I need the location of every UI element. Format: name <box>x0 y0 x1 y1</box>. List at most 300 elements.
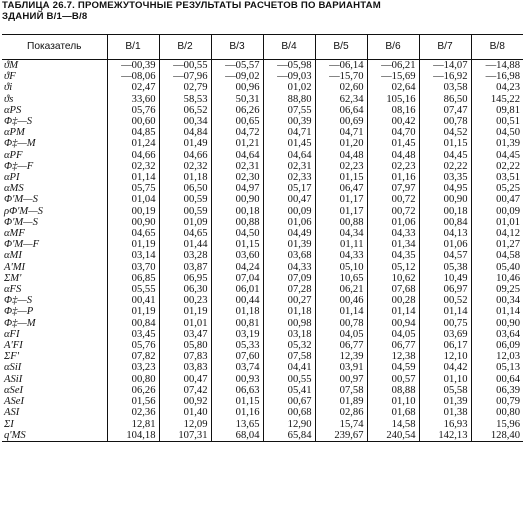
cell-value: 04,59 <box>367 362 419 373</box>
cell-value: 02,60 <box>315 82 367 93</box>
cell-value: 01,06 <box>263 217 315 228</box>
cell-value: 06,26 <box>107 385 159 396</box>
cell-value: 00,88 <box>315 217 367 228</box>
cell-value: 00,75 <box>419 318 471 329</box>
cell-value: 01,16 <box>211 407 263 418</box>
cell-value: 10,46 <box>496 272 520 284</box>
cell-value: 01,19 <box>107 306 159 317</box>
cell-value: 02,23 <box>367 161 419 172</box>
cell-value: 09,81 <box>496 104 520 116</box>
cell-value: 15,74 <box>315 419 367 430</box>
table-row <box>2 329 523 340</box>
cell-value: 04,70 <box>367 127 419 138</box>
cell-value: 00,09 <box>496 205 520 217</box>
caption-subtitle: ЗДАНИЙ В/1—В/8 <box>2 10 88 22</box>
cell-value: 01,01 <box>159 318 211 329</box>
cell-value: 03,45 <box>107 329 159 340</box>
cell-value: 00,60 <box>107 116 159 127</box>
cell-value: 02,64 <box>367 82 419 93</box>
cell-value: 03,18 <box>263 329 315 340</box>
header-variant: В/5 <box>315 35 367 60</box>
row-label: q'MS <box>2 430 107 442</box>
cell-value: 06,64 <box>315 105 367 116</box>
cell-value: 00,52 <box>419 295 471 306</box>
cell-value: 00,84 <box>107 318 159 329</box>
cell-value: 07,47 <box>419 105 471 116</box>
cell-value: —00,39 <box>107 60 159 72</box>
cell-value: 00,67 <box>263 396 315 407</box>
table-row <box>2 419 523 430</box>
cell-value: 01,06 <box>367 217 419 228</box>
cell-value: 02,22 <box>496 160 520 172</box>
cell-value: 03,69 <box>419 329 471 340</box>
cell-value: 04,49 <box>263 228 315 239</box>
table-row <box>2 295 523 306</box>
table-row <box>2 127 523 138</box>
cell-value: 04,13 <box>419 228 471 239</box>
cell-value: 03,51 <box>496 172 520 184</box>
cell-value: 07,68 <box>367 284 419 295</box>
cell-value: 06,39 <box>496 384 520 396</box>
cell-value: 12,10 <box>419 351 471 362</box>
cell-value: 03,58 <box>419 82 471 93</box>
cell-value: 00,92 <box>159 396 211 407</box>
cell-value: 02,36 <box>107 407 159 418</box>
cell-value: 04,50 <box>496 127 520 139</box>
table-row <box>2 82 523 93</box>
cell-value: 06,85 <box>107 273 159 284</box>
cell-value: 00,47 <box>159 374 211 385</box>
cell-value: 00,18 <box>419 206 471 217</box>
cell-value: 04,23 <box>496 82 520 94</box>
cell-value: 01,20 <box>315 138 367 149</box>
cell-value: 09,25 <box>496 284 520 296</box>
cell-value: 04,33 <box>367 228 419 239</box>
cell-value: 04,72 <box>211 127 263 138</box>
caption-title: ТАБЛИЦА 26.7. ПРОМЕЖУТОЧНЫЕ РЕЗУЛЬТАТЫ РАСЧЕТОВ ПО ВАРИАНТАМ <box>2 0 381 11</box>
row-label: Φ‡—M <box>2 138 107 149</box>
cell-value: 00,59 <box>159 194 211 205</box>
cell-value: 01,40 <box>159 407 211 418</box>
cell-value: 06,95 <box>159 273 211 284</box>
cell-value: 00,34 <box>159 116 211 127</box>
cell-value: 01,17 <box>315 194 367 205</box>
cell-value: 02,47 <box>107 82 159 93</box>
table-row <box>2 105 523 116</box>
cell-value: 04,45 <box>419 150 471 161</box>
cell-value: 03,35 <box>419 172 471 183</box>
cell-value: 07,58 <box>263 351 315 362</box>
cell-value: 04,65 <box>159 228 211 239</box>
cell-value: 04,66 <box>107 150 159 161</box>
cell-value: 07,28 <box>263 284 315 295</box>
cell-value: 03,83 <box>159 362 211 373</box>
cell-value: 04,57 <box>419 250 471 261</box>
table-row <box>2 183 523 194</box>
cell-value: 00,81 <box>211 318 263 329</box>
cell-value: 05,76 <box>107 340 159 351</box>
cell-value: 04,64 <box>263 150 315 161</box>
table-row <box>2 116 523 127</box>
cell-value: 00,27 <box>263 295 315 306</box>
cell-value: 07,58 <box>315 385 367 396</box>
cell-value: 10,65 <box>315 273 367 284</box>
cell-value: 04,33 <box>263 262 315 273</box>
results-table <box>2 34 523 442</box>
row-label: ϑM <box>2 60 107 72</box>
cell-value: 01,49 <box>159 138 211 149</box>
table-row <box>2 228 523 239</box>
cell-value: 01,56 <box>107 396 159 407</box>
cell-value: 14,58 <box>367 419 419 430</box>
row-label: αMS <box>2 183 107 194</box>
cell-value: 16,93 <box>419 419 471 430</box>
row-label: ϑF <box>2 71 107 82</box>
table-row <box>2 262 523 273</box>
cell-value: 00,90 <box>107 217 159 228</box>
cell-value: 06,30 <box>159 284 211 295</box>
cell-value: 02,79 <box>159 82 211 93</box>
cell-value: —05,98 <box>263 60 315 72</box>
row-label: ASI <box>2 407 107 418</box>
cell-value: 00,80 <box>496 407 520 419</box>
row-label: ASiI <box>2 374 107 385</box>
cell-value: 04,50 <box>211 228 263 239</box>
cell-value: 01,14 <box>496 306 520 318</box>
cell-value: 01,39 <box>419 396 471 407</box>
cell-value: 02,31 <box>211 161 263 172</box>
table-row <box>2 71 523 82</box>
header-variant: В/7 <box>419 35 471 60</box>
cell-value: 02,22 <box>419 161 471 172</box>
cell-value: 05,12 <box>367 262 419 273</box>
cell-value: 01,45 <box>367 138 419 149</box>
cell-value: 00,78 <box>419 116 471 127</box>
cell-value: 02,33 <box>263 172 315 183</box>
cell-value: 07,55 <box>263 105 315 116</box>
cell-value: 06,77 <box>367 340 419 351</box>
cell-value: 01,89 <box>315 396 367 407</box>
cell-value: 00,79 <box>496 396 520 408</box>
cell-value: 33,60 <box>107 94 159 105</box>
cell-value: 05,40 <box>496 261 520 273</box>
row-label: ΣI <box>2 419 107 430</box>
table-row <box>2 239 523 250</box>
cell-value: 68,04 <box>211 430 263 442</box>
cell-value: 01,11 <box>315 239 367 250</box>
cell-value: 06,52 <box>159 105 211 116</box>
row-label: Φ‡—S <box>2 295 107 306</box>
cell-value: 00,47 <box>496 194 520 206</box>
row-label: Φ'M—F <box>2 239 107 250</box>
cell-value: 03,28 <box>159 250 211 261</box>
row-label: Φ‡—M <box>2 318 107 329</box>
cell-value: —06,21 <box>367 60 419 72</box>
table-row <box>2 217 523 228</box>
cell-value: 04,05 <box>315 329 367 340</box>
cell-value: 00,65 <box>211 116 263 127</box>
cell-value: 01,14 <box>367 306 419 317</box>
cell-value: 06,01 <box>211 284 263 295</box>
cell-value: 03,91 <box>315 362 367 373</box>
cell-value: 13,65 <box>211 419 263 430</box>
cell-value: 04,24 <box>211 262 263 273</box>
header-variant: В/4 <box>263 35 315 60</box>
cell-value: 86,50 <box>419 94 471 105</box>
cell-value: 07,42 <box>159 385 211 396</box>
cell-value: 01,21 <box>211 138 263 149</box>
cell-value: 01,01 <box>496 216 520 228</box>
row-label: αSeI <box>2 385 107 396</box>
cell-value: 06,97 <box>419 284 471 295</box>
cell-value: 06,17 <box>419 340 471 351</box>
cell-value: 00,09 <box>263 206 315 217</box>
cell-value: 00,28 <box>367 295 419 306</box>
cell-value: 04,71 <box>315 127 367 138</box>
cell-value: 00,93 <box>211 374 263 385</box>
cell-value: 01,39 <box>496 138 520 150</box>
cell-value: 00,47 <box>263 194 315 205</box>
cell-value: 00,90 <box>419 194 471 205</box>
cell-value: 01,34 <box>367 239 419 250</box>
cell-value: 07,82 <box>107 351 159 362</box>
cell-value: 12,38 <box>367 351 419 362</box>
row-label: Φ‡—P <box>2 306 107 317</box>
row-label: Φ'M—S <box>2 217 107 228</box>
cell-value: 01,18 <box>159 172 211 183</box>
cell-value: 01,68 <box>367 407 419 418</box>
cell-value: 62,34 <box>315 94 367 105</box>
cell-value: 00,97 <box>315 374 367 385</box>
table-row <box>2 138 523 149</box>
cell-value: 01,02 <box>263 82 315 93</box>
table-row <box>2 407 523 418</box>
cell-value: 03,47 <box>159 329 211 340</box>
cell-value: 104,18 <box>107 430 159 442</box>
cell-value: 145,22 <box>490 93 520 105</box>
header-variant: В/1 <box>107 35 159 60</box>
cell-value: —16,92 <box>419 71 471 82</box>
table-row <box>2 318 523 329</box>
cell-value: 04,97 <box>211 183 263 194</box>
cell-value: 00,19 <box>107 206 159 217</box>
cell-value: 01,15 <box>419 138 471 149</box>
table-row <box>2 430 523 442</box>
cell-value: —14,07 <box>419 60 471 72</box>
row-label: αPI <box>2 172 107 183</box>
cell-value: 02,31 <box>263 161 315 172</box>
row-label: ϑs <box>2 94 107 105</box>
cell-value: 02,23 <box>315 161 367 172</box>
row-label: αSiI <box>2 362 107 373</box>
cell-value: 04,48 <box>315 150 367 161</box>
cell-value: —15,69 <box>367 71 419 82</box>
cell-value: 05,13 <box>496 362 520 374</box>
cell-value: 04,41 <box>263 362 315 373</box>
cell-value: 00,94 <box>367 318 419 329</box>
row-label: ASeI <box>2 396 107 407</box>
row-label: ΣF' <box>2 351 107 362</box>
cell-value: 06,77 <box>315 340 367 351</box>
row-label: αFS <box>2 284 107 295</box>
cell-value: 04,66 <box>159 150 211 161</box>
cell-value: 04,95 <box>419 183 471 194</box>
cell-value: 07,83 <box>159 351 211 362</box>
cell-value: 00,98 <box>263 318 315 329</box>
cell-value: 01,19 <box>107 239 159 250</box>
cell-value: 88,80 <box>263 94 315 105</box>
table-row <box>2 250 523 261</box>
cell-value: 05,55 <box>107 284 159 295</box>
table-caption <box>2 1 522 22</box>
cell-value: 06,26 <box>211 105 263 116</box>
cell-value: 00,39 <box>263 116 315 127</box>
cell-value: —08,06 <box>107 71 159 82</box>
cell-value: 240,54 <box>367 430 419 442</box>
cell-value: 00,72 <box>367 194 419 205</box>
row-label: Φ‡—F <box>2 161 107 172</box>
cell-value: 01,45 <box>263 138 315 149</box>
cell-value: 07,60 <box>211 351 263 362</box>
header-variant: В/6 <box>367 35 419 60</box>
table-row <box>2 385 523 396</box>
cell-value: 06,50 <box>159 183 211 194</box>
cell-value: 01,24 <box>107 138 159 149</box>
cell-value: 00,23 <box>159 295 211 306</box>
cell-value: 01,18 <box>263 306 315 317</box>
cell-value: 04,05 <box>367 329 419 340</box>
cell-value: 01,18 <box>211 306 263 317</box>
cell-value: 04,85 <box>107 127 159 138</box>
row-label: ρΦ'M—S <box>2 206 107 217</box>
table-row <box>2 284 523 295</box>
cell-value: 01,15 <box>211 396 263 407</box>
cell-value: 00,69 <box>315 116 367 127</box>
row-label: A'MI <box>2 262 107 273</box>
cell-value: 01,06 <box>419 239 471 250</box>
cell-value: 142,13 <box>419 430 471 442</box>
cell-value: —14,88 <box>485 60 520 71</box>
cell-value: —16,98 <box>485 71 520 83</box>
cell-value: 00,34 <box>496 295 520 307</box>
cell-value: —06,14 <box>315 60 367 72</box>
cell-value: 00,55 <box>263 374 315 385</box>
header-indicator: Показатель <box>2 35 107 60</box>
cell-value: 04,71 <box>263 127 315 138</box>
cell-value: 05,25 <box>496 183 520 195</box>
table-row <box>2 374 523 385</box>
cell-value: 04,42 <box>419 362 471 373</box>
cell-value: 50,31 <box>211 94 263 105</box>
cell-value: 04,34 <box>315 228 367 239</box>
cell-value: 04,48 <box>367 150 419 161</box>
cell-value: 08,88 <box>367 385 419 396</box>
row-label: αPS <box>2 105 107 116</box>
cell-value: 00,59 <box>159 206 211 217</box>
row-label: ΣM' <box>2 273 107 284</box>
cell-value: 05,38 <box>419 262 471 273</box>
cell-value: 15,96 <box>496 418 520 430</box>
cell-value: —15,70 <box>315 71 367 82</box>
row-label: A'FI <box>2 340 107 351</box>
row-label: αPF <box>2 150 107 161</box>
table-row <box>2 351 523 362</box>
cell-value: 01,17 <box>315 206 367 217</box>
cell-value: 00,41 <box>107 295 159 306</box>
cell-value: 04,58 <box>496 250 520 262</box>
cell-value: 00,57 <box>367 374 419 385</box>
cell-value: 01,10 <box>419 374 471 385</box>
cell-value: 12,39 <box>315 351 367 362</box>
cell-value: 00,64 <box>496 373 520 385</box>
cell-value: 00,18 <box>211 206 263 217</box>
cell-value: 05,32 <box>263 340 315 351</box>
cell-value: 02,32 <box>159 161 211 172</box>
cell-value: 05,33 <box>211 340 263 351</box>
row-label: Φ'M—S <box>2 194 107 205</box>
cell-value: 08,16 <box>367 105 419 116</box>
cell-value: 12,90 <box>263 419 315 430</box>
cell-value: 00,80 <box>107 374 159 385</box>
cell-value: 00,90 <box>496 317 520 329</box>
cell-value: —09,02 <box>211 71 263 82</box>
cell-value: 00,88 <box>211 217 263 228</box>
cell-value: 10,62 <box>367 273 419 284</box>
cell-value: 07,04 <box>211 273 263 284</box>
cell-value: 65,84 <box>263 430 315 442</box>
cell-value: 00,84 <box>419 217 471 228</box>
cell-value: 05,41 <box>263 385 315 396</box>
cell-value: —00,55 <box>159 60 211 72</box>
table-row <box>2 172 523 183</box>
table-body <box>2 60 523 442</box>
cell-value: 10,49 <box>419 273 471 284</box>
cell-value: 03,70 <box>107 262 159 273</box>
cell-value: 03,87 <box>159 262 211 273</box>
row-label: αFI <box>2 329 107 340</box>
cell-value: 107,31 <box>159 430 211 442</box>
cell-value: 00,51 <box>496 116 520 128</box>
cell-value: 04,84 <box>159 127 211 138</box>
cell-value: 01,10 <box>367 396 419 407</box>
cell-value: 05,76 <box>107 105 159 116</box>
cell-value: 03,60 <box>211 250 263 261</box>
cell-value: 06,47 <box>315 183 367 194</box>
cell-value: 01,39 <box>263 239 315 250</box>
cell-value: 03,19 <box>211 329 263 340</box>
table-row <box>2 60 523 72</box>
cell-value: 05,10 <box>315 262 367 273</box>
table-row <box>2 273 523 284</box>
cell-value: 00,68 <box>263 407 315 418</box>
cell-value: 06,21 <box>315 284 367 295</box>
cell-value: 02,86 <box>315 407 367 418</box>
cell-value: 01,14 <box>107 172 159 183</box>
table-row <box>2 194 523 205</box>
cell-value: 06,09 <box>496 340 520 352</box>
row-label: Φ‡—S <box>2 116 107 127</box>
row-label: αPM <box>2 127 107 138</box>
table-row <box>2 161 523 172</box>
header-variant: В/3 <box>211 35 263 60</box>
cell-value: 01,27 <box>496 239 520 251</box>
table-row <box>2 396 523 407</box>
cell-value: 03,64 <box>496 328 520 340</box>
cell-value: 01,15 <box>315 172 367 183</box>
cell-value: 03,23 <box>107 362 159 373</box>
cell-value: —07,96 <box>159 71 211 82</box>
cell-value: 02,30 <box>211 172 263 183</box>
